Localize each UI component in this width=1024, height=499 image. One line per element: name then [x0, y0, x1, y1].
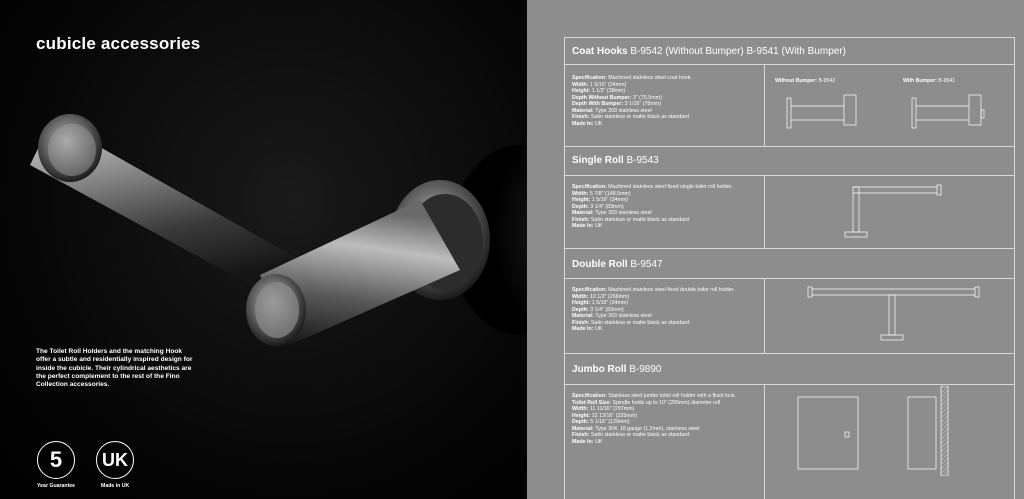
label-with-bumper: With Bumper: B-9541	[903, 78, 956, 84]
divider	[564, 37, 565, 499]
divider	[564, 175, 1015, 176]
double-roll-drawing	[805, 284, 985, 344]
divider	[564, 384, 1015, 385]
page-title: cubicle accessories	[36, 34, 201, 53]
divider	[564, 248, 1015, 249]
jumbo-roll-side-drawing	[905, 386, 955, 476]
divider	[564, 37, 1015, 38]
divider	[1014, 37, 1015, 499]
coat-hook-without-bumper-drawing	[782, 90, 872, 135]
made-in-uk-badge: UK	[96, 441, 134, 479]
divider	[764, 384, 765, 499]
section-heading-double-roll: Double Roll B-9547	[572, 259, 663, 270]
intro-text: The Toilet Roll Holders and the matching Hook offer a subtle and residentially inspired design for inside the cubicle. Their cylindrical aesthetics are the perfect complement to the rest of the Fino Collection accessories.	[36, 348, 193, 389]
divider	[764, 175, 765, 248]
made-in-uk-caption: Made in UK	[101, 483, 130, 489]
spec-panel	[527, 0, 1024, 499]
spec-list-coat-hooks: Specification: Machined stainless steel coat hook. Width: 1 5/16" (34mm) Height: 1 1/2" (38mm) Depth Without Bumper: 3" (75.5mm) Depth With Bumper: 3 1/16" (78mm) Material: Type 303 stainless steel Finish: Satin stainless or matte black as standard Made In: UK	[572, 75, 692, 127]
guarantee-caption: Year Guarantee	[37, 483, 76, 489]
divider	[764, 278, 765, 353]
divider	[564, 278, 1015, 279]
divider	[564, 146, 1015, 147]
label-without-bumper: Without Bumper: B-9542	[775, 78, 836, 84]
coat-hook-with-bumper-drawing	[907, 90, 1002, 135]
divider	[764, 64, 765, 146]
spec-list-jumbo-roll: Specification: Stainless steel jumbo toilet roll holder with a flush lock. Toilet Roll Size: Spindle holds up to 10" (255mm) diameter roll Width: 11 11/16" (297mm) Height: 12 13/16" (325mm) Depth: 5 1/16" (129mm) Material: Type 304, 18 gauge (1.2mm), stainless steel Finish: Satin stainless or matte black as standard Made In: UK	[572, 393, 736, 445]
divider	[564, 64, 1015, 65]
divider	[564, 353, 1015, 354]
section-heading-single-roll: Single Roll B-9543	[572, 155, 659, 166]
section-heading-jumbo-roll: Jumbo Roll B-9890	[572, 364, 662, 375]
guarantee-badge: 5	[37, 441, 75, 479]
spec-list-single-roll: Specification: Machined stainless steel fixed single toilet roll holder. Width: 5 7/8" (148.5mm) Height: 1 5/16" (34mm) Depth: 3 1/4" (83mm) Material: Type 303 stainless steel Finish: Satin stainless or matte black as standard Made In: UK	[572, 184, 733, 229]
jumbo-roll-front-drawing	[795, 392, 865, 472]
section-heading-coat-hooks: Coat Hooks B-9542 (Without Bumper) B-9541 (With Bumper)	[572, 46, 846, 57]
single-roll-drawing	[837, 182, 947, 242]
spec-list-double-roll: Specification: Machined stainless steel fixed double toilet roll holder. Width: 10 1/2" (266mm) Height: 1 5/16" (34mm) Depth: 3 1/4" (83mm) Material: Type 303 stainless steel Finish: Satin stainless or matte black as standard Made In: UK	[572, 287, 735, 332]
